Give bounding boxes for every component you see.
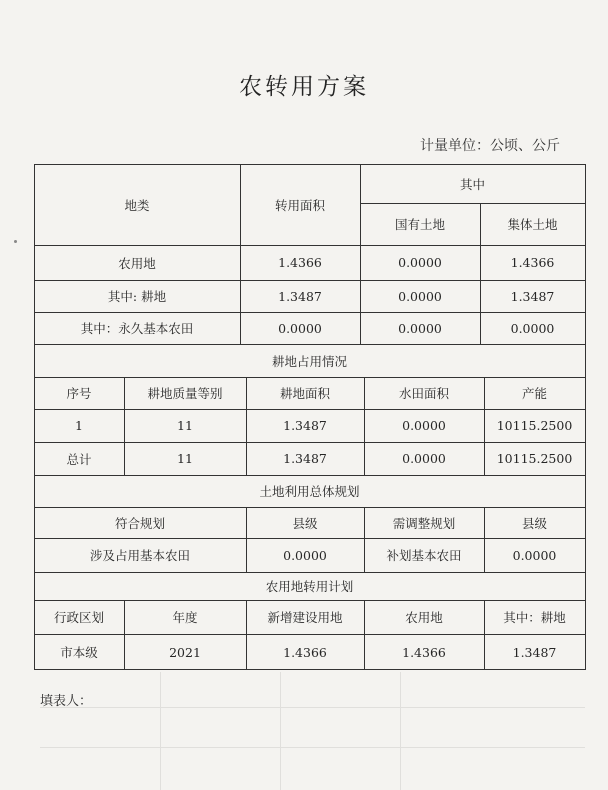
row1-seq: 1 [75, 418, 83, 433]
row-farmland-collective: 1.4366 [510, 255, 555, 270]
row-cultivated-collective: 1.3487 [510, 288, 555, 304]
basic-farmland-value: 0.0000 [283, 547, 327, 563]
row1-paddy: 0.0000 [402, 418, 446, 433]
county-level-2: 县级 [521, 515, 547, 531]
plan-farmland: 1.4366 [402, 644, 446, 660]
row-cultivated-name: 其中: 耕地 [107, 289, 167, 304]
needs-adjust-label: 需调整规划 [392, 515, 456, 531]
header-new-land: 新增建设用地 [267, 610, 343, 625]
header-land-type: 地类 [124, 197, 150, 213]
conforms-plan-label: 符合规划 [114, 515, 165, 531]
header-grade: 耕地质量等别 [147, 386, 223, 401]
unit-label: 计量单位：公顷、公斤 [420, 138, 560, 154]
header-year: 年度 [172, 610, 198, 625]
total-capacity: 10115.2500 [496, 451, 573, 466]
header-seq: 序号 [66, 386, 92, 401]
header-farmland: 农用地 [405, 610, 443, 625]
row-basic-farmland-state: 0.0000 [398, 320, 442, 336]
total-area: 1.3487 [283, 451, 327, 466]
page-title: 农转用方案 [239, 74, 369, 100]
total-seq: 总计 [66, 451, 92, 467]
county-level-1: 县级 [292, 515, 318, 531]
supplement-value: 0.0000 [512, 547, 557, 563]
supplement-label: 补划基本农田 [386, 548, 462, 563]
row-cultivated-state: 0.0000 [398, 288, 442, 304]
total-grade: 11 [177, 451, 193, 466]
plan-region: 市本级 [60, 645, 98, 660]
header-region: 行政区划 [53, 610, 104, 625]
header-converted-area: 转用面积 [274, 197, 325, 213]
plan-cultivated: 1.3487 [512, 644, 557, 660]
header-paddy-area: 水田面积 [398, 386, 449, 401]
section-title-cultivated-use: 耕地占用情况 [271, 353, 347, 369]
header-of-which: 其中 [459, 176, 485, 192]
row-farmland-name: 农用地 [118, 255, 156, 271]
section-title-land-plan: 土地利用总体规划 [259, 484, 360, 499]
section-title-conversion-plan: 农用地转用计划 [265, 579, 354, 594]
header-cultivated-area: 耕地面积 [279, 386, 330, 401]
row-cultivated-area: 1.3487 [278, 288, 322, 304]
plan-new-land: 1.4366 [283, 644, 327, 660]
row1-capacity: 10115.2500 [496, 418, 573, 433]
row-basic-farmland-area: 0.0000 [278, 320, 322, 336]
plan-year: 2021 [169, 644, 201, 660]
row-basic-farmland-name: 其中：永久基本农田 [80, 321, 194, 336]
header-capacity: 产能 [521, 386, 547, 401]
row-farmland-state: 0.0000 [398, 255, 442, 270]
row-farmland-area: 1.4366 [278, 255, 322, 270]
row-basic-farmland-collective: 0.0000 [510, 320, 555, 336]
header-collective: 集体土地 [507, 217, 558, 232]
reverse-page-bleed [40, 672, 585, 790]
row1-grade: 11 [177, 418, 193, 433]
header-state-owned: 国有土地 [394, 217, 445, 232]
filler-label: 填表人： [40, 694, 93, 709]
row1-area: 1.3487 [283, 418, 327, 433]
total-paddy: 0.0000 [402, 451, 446, 466]
header-of-which-cultivated: 其中：耕地 [503, 610, 566, 625]
scan-mark [14, 240, 17, 243]
basic-farmland-label: 涉及占用基本农田 [89, 548, 190, 563]
